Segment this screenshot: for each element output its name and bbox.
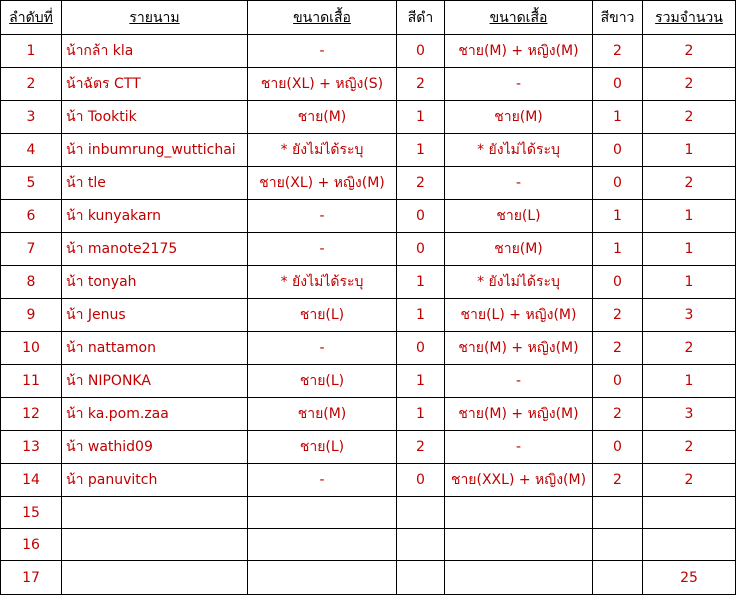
cell-name[interactable]: น้า manote2175 — [62, 233, 248, 266]
cell-white[interactable]: 1 — [593, 200, 643, 233]
cell-size-black[interactable] — [248, 497, 397, 529]
cell-black[interactable] — [397, 497, 445, 529]
cell-no[interactable]: 4 — [1, 134, 62, 167]
cell-white[interactable] — [593, 561, 643, 595]
cell-name[interactable]: น้า wathid09 — [62, 431, 248, 464]
cell-white[interactable]: 0 — [593, 431, 643, 464]
table-row — [1, 398, 736, 431]
cell-black[interactable]: 0 — [397, 233, 445, 266]
header-black[interactable]: สีดำ — [397, 1, 445, 35]
table-row — [1, 299, 736, 332]
cell-name[interactable]: น้า NIPONKA — [62, 365, 248, 398]
cell-name[interactable]: น้ากล้า kla — [62, 35, 248, 68]
cell-total[interactable]: 2 — [643, 68, 736, 101]
cell-size-black[interactable]: ชาย(M) — [248, 398, 397, 431]
cell-size-black[interactable]: ชาย(XL) + หญิง(M) — [248, 167, 397, 200]
header-size-black[interactable]: ขนาดเสื้อ — [248, 1, 397, 35]
header-total[interactable]: รวมจำนวน — [643, 1, 736, 35]
cell-white[interactable]: 0 — [593, 167, 643, 200]
cell-total[interactable]: 1 — [643, 233, 736, 266]
cell-size-black[interactable]: - — [248, 200, 397, 233]
table-row — [1, 101, 736, 134]
cell-size-white[interactable]: ชาย(M) + หญิง(M) — [445, 332, 593, 365]
cell-no[interactable]: 3 — [1, 101, 62, 134]
cell-size-white[interactable]: ชาย(M) — [445, 233, 593, 266]
grand-total[interactable]: 25 — [643, 561, 736, 595]
cell-size-white[interactable]: - — [445, 68, 593, 101]
cell-total[interactable]: 2 — [643, 332, 736, 365]
cell-black[interactable]: 2 — [397, 431, 445, 464]
cell-name[interactable]: น้า panuvitch — [62, 464, 248, 497]
cell-name[interactable] — [62, 561, 248, 595]
cell-name[interactable]: น้า nattamon — [62, 332, 248, 365]
cell-black[interactable] — [397, 529, 445, 561]
cell-black[interactable]: 1 — [397, 365, 445, 398]
table-row — [1, 464, 736, 497]
table-row — [1, 134, 736, 167]
cell-no[interactable]: 17 — [1, 561, 62, 595]
cell-total[interactable]: 1 — [643, 266, 736, 299]
cell-total[interactable]: 1 — [643, 200, 736, 233]
cell-size-black[interactable]: - — [248, 464, 397, 497]
cell-white[interactable]: 2 — [593, 299, 643, 332]
cell-size-white[interactable]: * ยังไม่ได้ระบุ — [445, 134, 593, 167]
cell-no[interactable]: 6 — [1, 200, 62, 233]
cell-size-white[interactable]: * ยังไม่ได้ระบุ — [445, 266, 593, 299]
cell-black[interactable]: 1 — [397, 299, 445, 332]
cell-size-black[interactable]: ชาย(XL) + หญิง(S) — [248, 68, 397, 101]
table-row — [1, 365, 736, 398]
cell-black[interactable]: 1 — [397, 398, 445, 431]
cell-name[interactable]: น้า Tooktik — [62, 101, 248, 134]
table-row — [1, 68, 736, 101]
cell-size-black[interactable]: - — [248, 332, 397, 365]
cell-black[interactable]: 0 — [397, 332, 445, 365]
cell-no[interactable]: 13 — [1, 431, 62, 464]
cell-white[interactable]: 1 — [593, 233, 643, 266]
cell-white[interactable]: 2 — [593, 464, 643, 497]
cell-no[interactable]: 2 — [1, 68, 62, 101]
cell-total[interactable]: 2 — [643, 101, 736, 134]
cell-black[interactable]: 1 — [397, 101, 445, 134]
cell-black[interactable]: 2 — [397, 68, 445, 101]
cell-no[interactable]: 7 — [1, 233, 62, 266]
cell-size-white[interactable]: ชาย(M) — [445, 101, 593, 134]
cell-white[interactable]: 0 — [593, 134, 643, 167]
cell-size-white[interactable]: - — [445, 431, 593, 464]
cell-size-white[interactable]: - — [445, 167, 593, 200]
header-no[interactable]: ลำดับที่ — [1, 1, 62, 35]
table-row — [1, 200, 736, 233]
cell-size-white[interactable]: ชาย(XXL) + หญิง(M) — [445, 464, 593, 497]
cell-white[interactable]: 1 — [593, 101, 643, 134]
cell-size-white[interactable]: - — [445, 365, 593, 398]
cell-size-black[interactable] — [248, 529, 397, 561]
cell-size-white[interactable] — [445, 497, 593, 529]
header-size-white[interactable]: ขนาดเสื้อ — [445, 1, 593, 35]
cell-white[interactable]: 2 — [593, 398, 643, 431]
cell-size-black[interactable]: ชาย(M) — [248, 101, 397, 134]
cell-size-black[interactable]: ชาย(L) — [248, 365, 397, 398]
table-row-empty — [1, 529, 736, 561]
cell-white[interactable]: 2 — [593, 35, 643, 68]
cell-no[interactable]: 12 — [1, 398, 62, 431]
cell-total[interactable]: 2 — [643, 167, 736, 200]
cell-no[interactable]: 1 — [1, 35, 62, 68]
cell-black[interactable] — [397, 561, 445, 595]
cell-white[interactable]: 0 — [593, 266, 643, 299]
cell-total[interactable]: 1 — [643, 365, 736, 398]
cell-no[interactable]: 16 — [1, 529, 62, 561]
summary-row — [1, 561, 736, 595]
cell-no[interactable]: 14 — [1, 464, 62, 497]
header-name[interactable]: รายนาม — [62, 1, 248, 35]
cell-name[interactable] — [62, 529, 248, 561]
cell-size-white[interactable] — [445, 529, 593, 561]
cell-total[interactable]: 3 — [643, 398, 736, 431]
cell-total[interactable]: 1 — [643, 134, 736, 167]
cell-size-black[interactable]: ชาย(L) — [248, 299, 397, 332]
header-white[interactable]: สีขาว — [593, 1, 643, 35]
cell-name[interactable]: น้า kunyakarn — [62, 200, 248, 233]
cell-white[interactable] — [593, 497, 643, 529]
cell-no[interactable]: 11 — [1, 365, 62, 398]
cell-white[interactable]: 0 — [593, 68, 643, 101]
header-row — [1, 1, 736, 35]
cell-white[interactable] — [593, 529, 643, 561]
cell-no[interactable]: 5 — [1, 167, 62, 200]
cell-no[interactable]: 10 — [1, 332, 62, 365]
cell-white[interactable]: 2 — [593, 332, 643, 365]
cell-name[interactable]: น้า tonyah — [62, 266, 248, 299]
cell-size-black[interactable] — [248, 561, 397, 595]
cell-size-black[interactable]: * ยังไม่ได้ระบุ — [248, 266, 397, 299]
cell-no[interactable]: 9 — [1, 299, 62, 332]
cell-black[interactable]: 0 — [397, 464, 445, 497]
cell-size-black[interactable]: * ยังไม่ได้ระบุ — [248, 134, 397, 167]
cell-name[interactable]: น้า tle — [62, 167, 248, 200]
cell-total[interactable]: 2 — [643, 431, 736, 464]
cell-name[interactable]: น้า ka.pom.zaa — [62, 398, 248, 431]
cell-name[interactable]: น้า inbumrung_wuttichai — [62, 134, 248, 167]
cell-black[interactable]: 1 — [397, 266, 445, 299]
cell-total[interactable] — [643, 497, 736, 529]
cell-size-black[interactable]: ชาย(L) — [248, 431, 397, 464]
table-row — [1, 35, 736, 68]
cell-black[interactable]: 0 — [397, 35, 445, 68]
table-row-empty — [1, 497, 736, 529]
cell-size-white[interactable]: ชาย(M) + หญิง(M) — [445, 398, 593, 431]
table-row — [1, 167, 736, 200]
cell-black[interactable]: 0 — [397, 200, 445, 233]
cell-size-black[interactable]: - — [248, 233, 397, 266]
cell-size-white[interactable] — [445, 561, 593, 595]
table-row — [1, 266, 736, 299]
cell-total[interactable] — [643, 529, 736, 561]
table-row — [1, 431, 736, 464]
cell-black[interactable]: 1 — [397, 134, 445, 167]
cell-name[interactable]: น้าฉัตร CTT — [62, 68, 248, 101]
cell-total[interactable]: 2 — [643, 35, 736, 68]
cell-white[interactable]: 0 — [593, 365, 643, 398]
cell-size-black[interactable]: - — [248, 35, 397, 68]
table-row — [1, 233, 736, 266]
cell-no[interactable]: 15 — [1, 497, 62, 529]
table-row — [1, 332, 736, 365]
cell-black[interactable]: 2 — [397, 167, 445, 200]
cell-name[interactable]: น้า Jenus — [62, 299, 248, 332]
cell-size-white[interactable]: ชาย(M) + หญิง(M) — [445, 35, 593, 68]
cell-name[interactable] — [62, 497, 248, 529]
cell-total[interactable]: 2 — [643, 464, 736, 497]
cell-total[interactable]: 3 — [643, 299, 736, 332]
cell-no[interactable]: 8 — [1, 266, 62, 299]
cell-size-white[interactable]: ชาย(L) + หญิง(M) — [445, 299, 593, 332]
cell-size-white[interactable]: ชาย(L) — [445, 200, 593, 233]
